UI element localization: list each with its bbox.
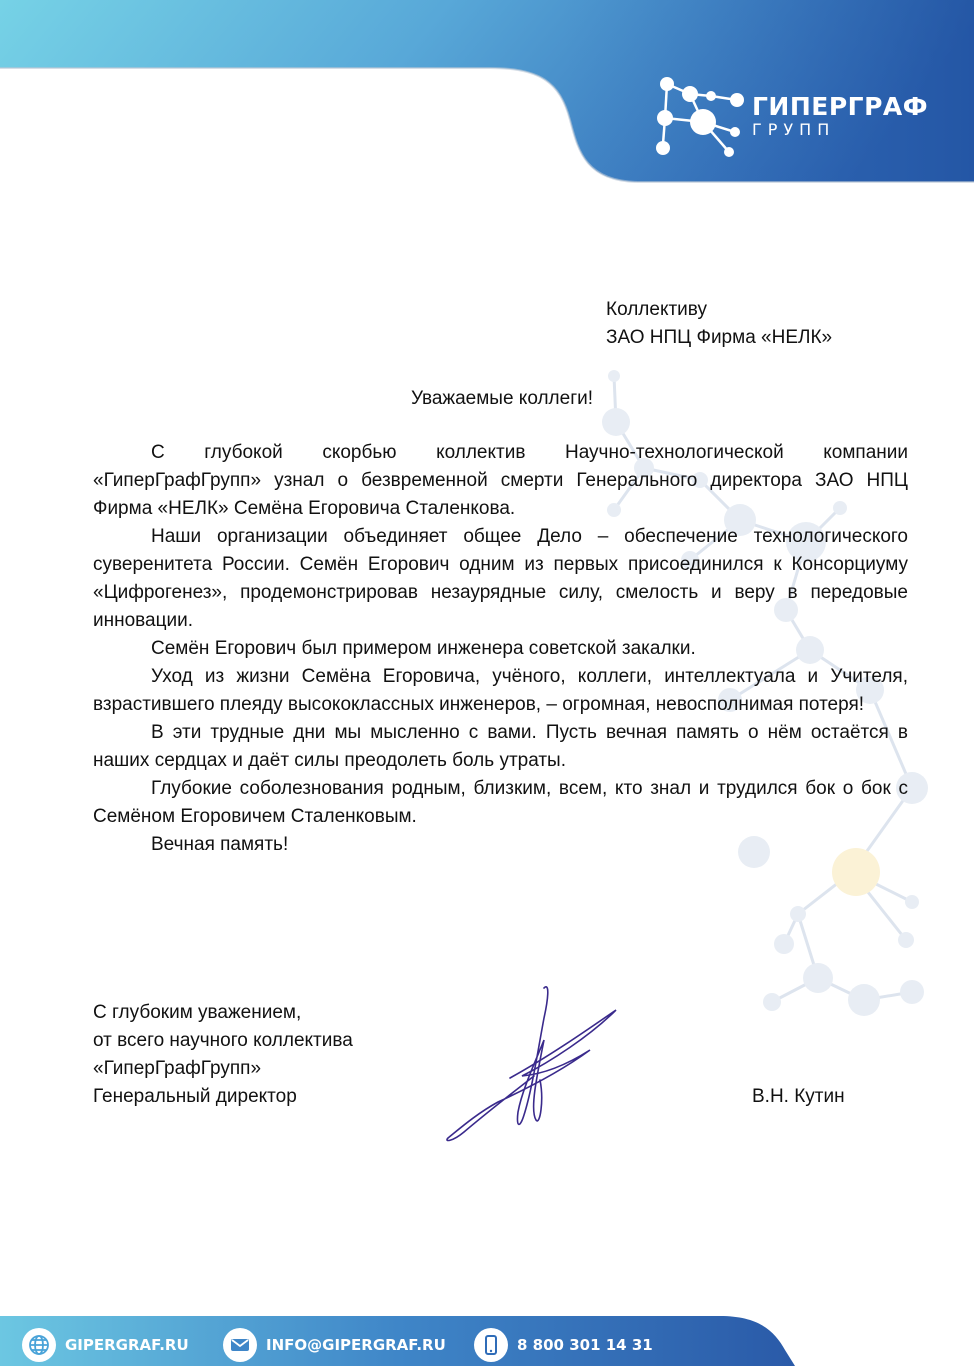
letter-paragraph: Уход из жизни Семёна Егоровича, учёного, коллеги, интеллектуала и Учителя, взрастившего плеяду высококлассных инженеров, – огромная, невосполнимая потеря! [93,666,908,715]
signer-name: В.Н. Кутин [752,1086,845,1107]
closing-line: Генеральный директор [93,1086,297,1107]
letter-paragraph: Семён Егорович был примером инженера советской закалки. [151,638,696,659]
closing-line: С глубоким уважением, [93,1002,302,1023]
closing-line: «ГиперГрафГрупп» [93,1058,262,1079]
letter-paragraph: Вечная память! [151,834,289,855]
addressee-block [606,296,832,352]
logo-name: ГИПЕРГРАФ [752,92,929,121]
globe-icon [22,1328,56,1362]
phone-icon [474,1328,508,1362]
addressee-line: Коллективу [606,299,707,320]
letter-paragraph: Глубокие соболезнования родным, близким, всем, кто знал и трудился бок о бок с Семёном Егоровичем Сталенковым. [93,778,908,827]
logo-wordmark [752,93,928,139]
website-text: GIPERGRAF.RU [65,1336,189,1354]
letter-paragraph: В эти трудные дни мы мысленно с вами. Пусть вечная память о нём остаётся в наших сердцах и даёт силы преодолеть боль утраты. [93,722,908,771]
molecule-logo-icon [645,72,755,162]
addressee-line: ЗАО НПЦ Фирма «НЕЛК» [606,327,833,348]
closing-line: от всего научного коллектива [93,1030,353,1051]
letter-body [93,439,908,859]
letter-paragraph: Наши организации объединяет общее Дело – обеспечение технологического суверенитета России. Семён Егорович одним из первых присоединился к Консорциуму «Цифрогенез», продемонстрировав незаурядные силу, смелость и веру в передовые инновации. [93,526,908,631]
salutation [0,385,974,413]
footer-email[interactable] [223,1327,446,1363]
footer-website[interactable] [22,1327,189,1363]
handwritten-signature [440,980,625,1145]
email-text: INFO@GIPERGRAF.RU [266,1336,446,1354]
closing-block [93,999,353,1111]
phone-text: 8 800 301 14 31 [517,1336,653,1354]
letter-paragraph: С глубокой скорбью коллектив Научно-технологической компании «ГиперГрафГрупп» узнал о безвременной смерти Генерального директора ЗАО НПЦ Фирма «НЕЛК» Семёна Егоровича Сталенкова. [93,442,908,519]
footer-phone[interactable] [474,1327,653,1363]
mail-icon [223,1328,257,1362]
salutation-text: Уважаемые коллеги! [410,388,594,409]
logo-subname: ГРУПП [752,120,836,139]
